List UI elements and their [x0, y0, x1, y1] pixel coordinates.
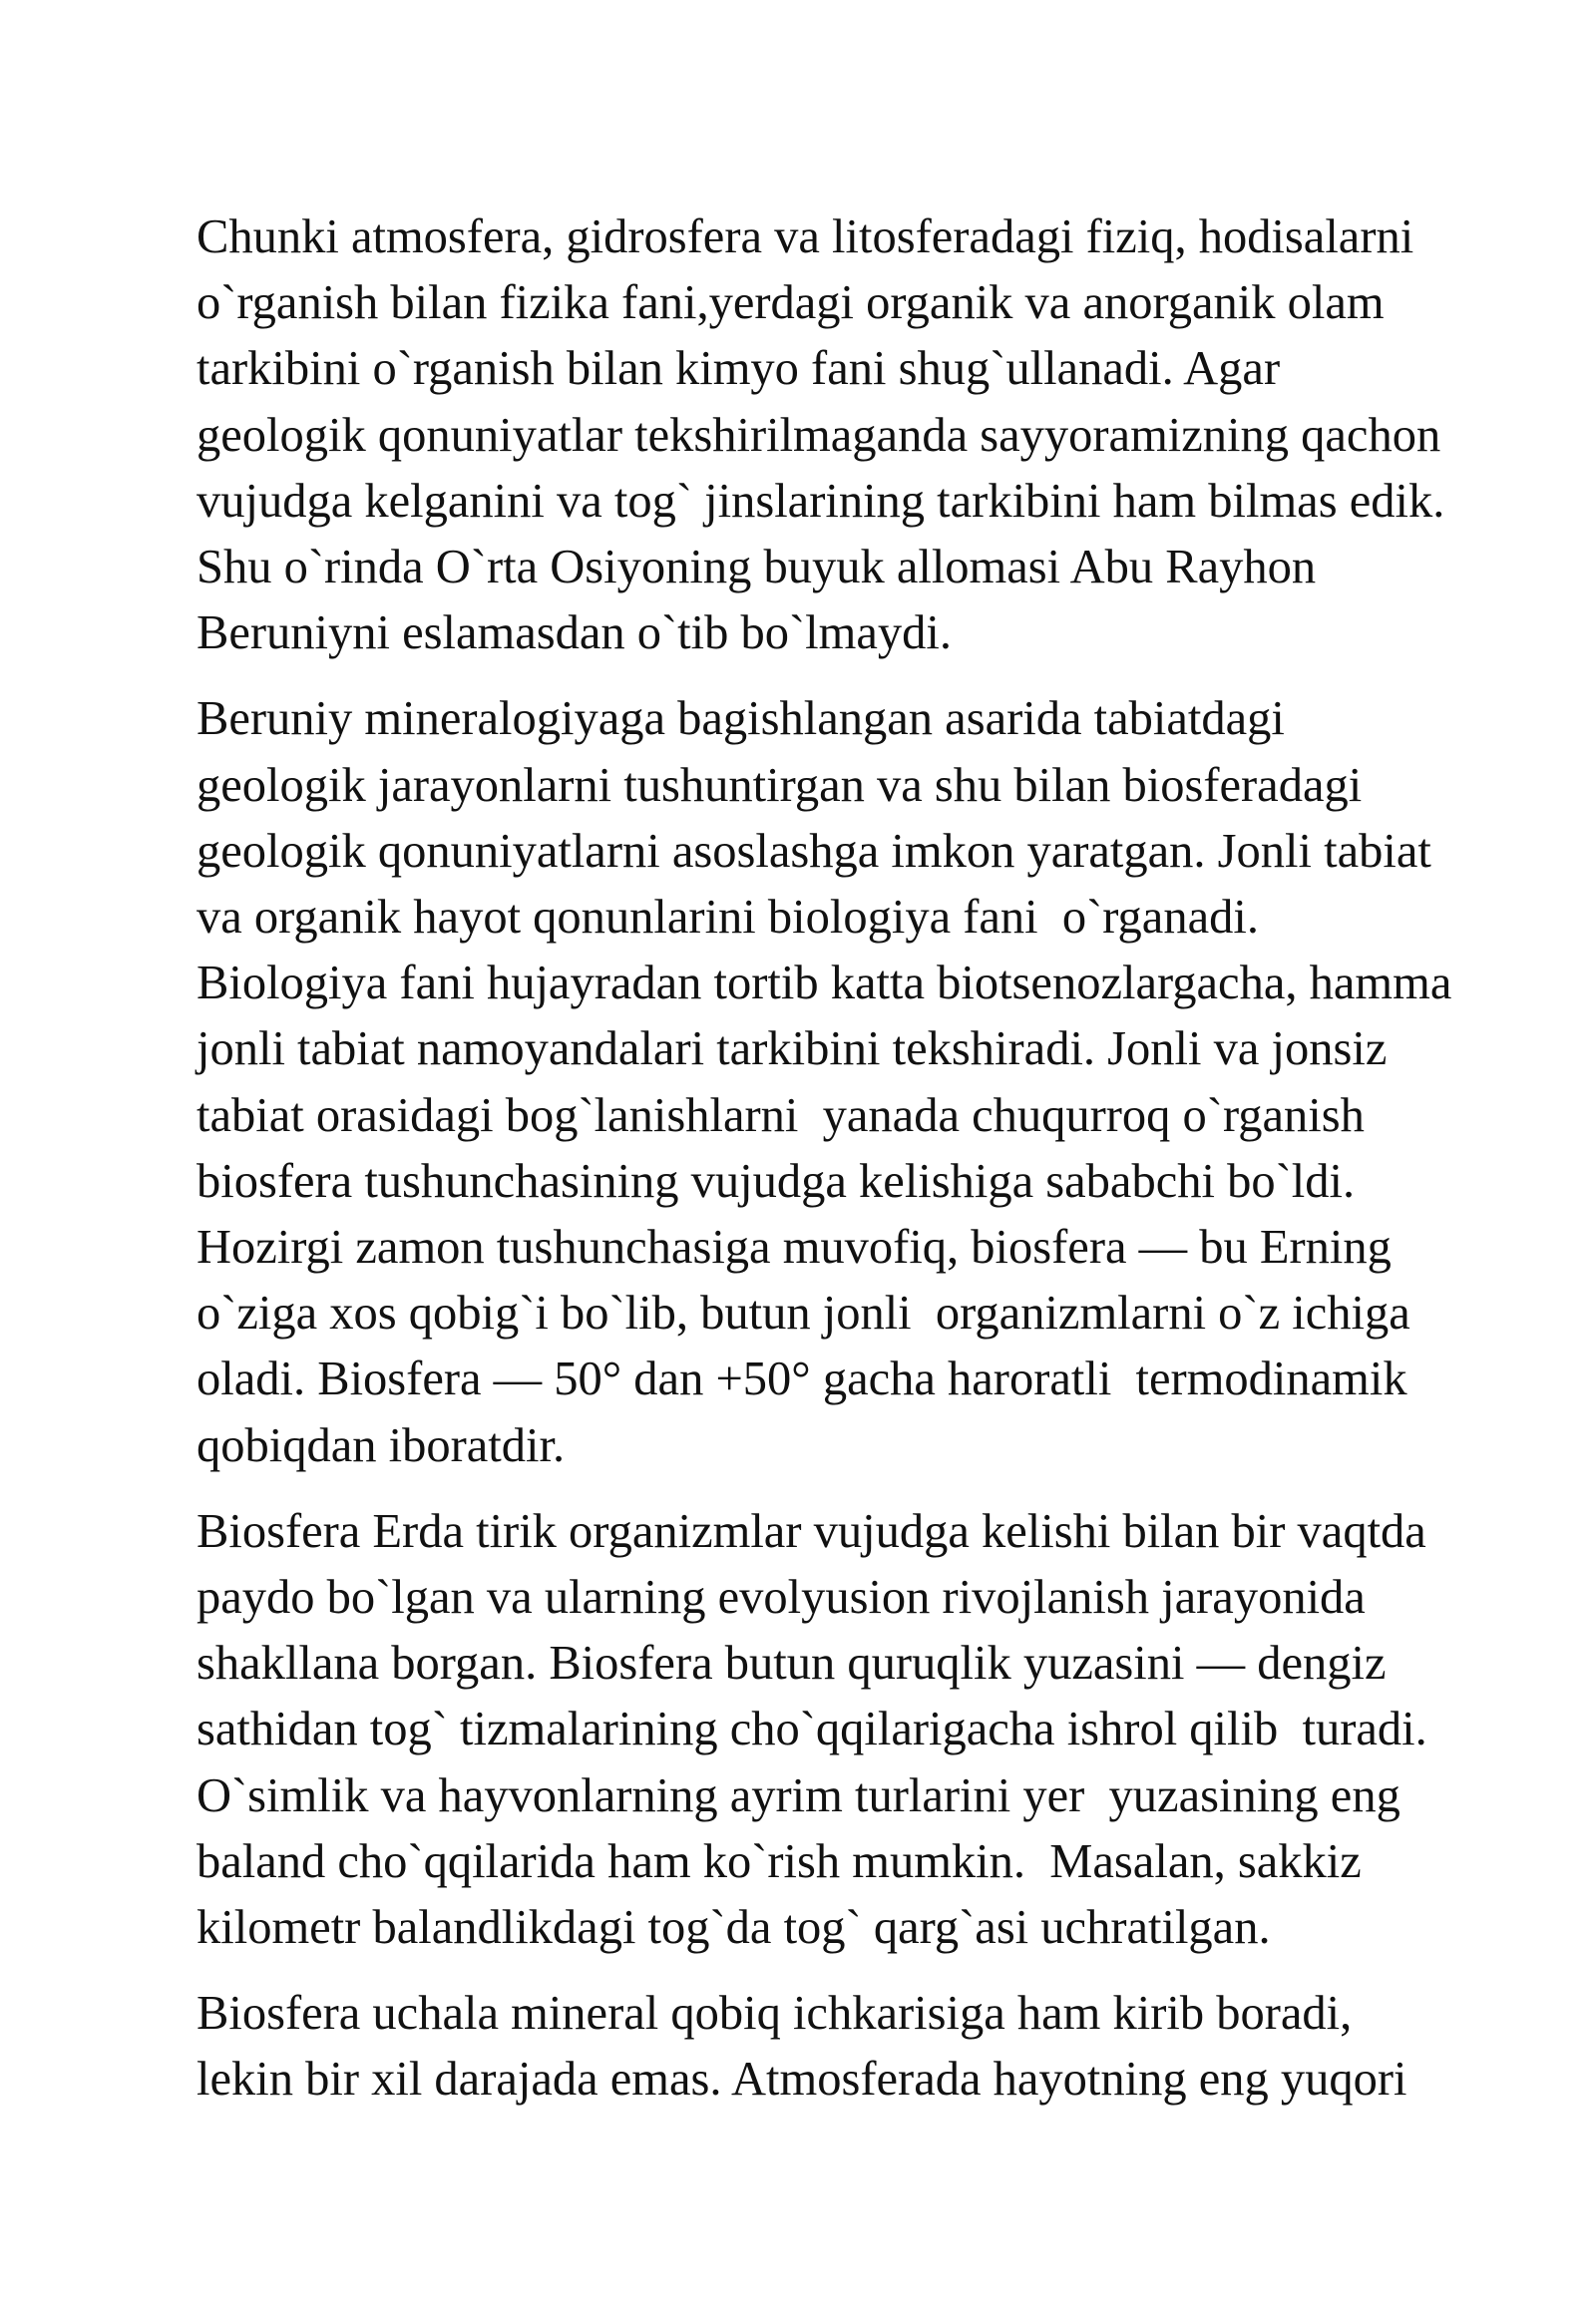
text-line: Shu o`rinda O`rta Osiyoning buyuk allomasi Abu Rayhon [197, 541, 1317, 594]
text-line: lekin bir xil darajada emas. Atmosferada hayotning eng yuqori [197, 2053, 1407, 2107]
text-line: qobiqdan iboratdir. [197, 1418, 566, 1472]
text-line: o`rganish bilan fizika fani,yerdagi organik va anorganik olam [197, 276, 1385, 330]
paragraph-4 [197, 1981, 1593, 2113]
text-line: oladi. Biosfera — 50° dan +50° gacha haroratli termodinamik [197, 1353, 1407, 1406]
text-line: Chunki atmosfera, gidrosfera va litosferadagi fiziq, hodisalarni [197, 210, 1414, 263]
text-line: paydo bo`lgan va ularning evolyusion rivojlanish jarayonida [197, 1571, 1366, 1625]
text-line: Beruniy mineralogiyaga bagishlangan asarida tabiatdagi [197, 692, 1285, 746]
paragraph-2 [197, 686, 1593, 1478]
paragraph-1 [197, 204, 1593, 666]
document-body [197, 204, 1593, 2133]
text-line: sathidan tog` tizmalarining cho`qqilarigacha ishrol qilib turadi. [197, 1703, 1427, 1756]
text-line: geologik qonuniyatlar tekshirilmaganda sayyoramizning qachon [197, 408, 1441, 462]
text-line: Beruniyni eslamasdan o`tib bo`lmaydi. [197, 606, 952, 660]
text-line: tarkibini o`rganish bilan kimyo fani shug`ullanadi. Agar [197, 342, 1281, 396]
text-line: geologik qonuniyatlarni asoslashga imkon yaratgan. Jonli tabiat [197, 824, 1431, 878]
text-line: Biologiya fani hujayradan tortib katta biotsenozlargacha, hamma [197, 957, 1452, 1010]
text-line: vujudga kelganini va tog` jinslarining tarkibini ham bilmas edik. [197, 474, 1445, 528]
text-line: tabiat orasidagi bog`lanishlarni yanada chuqurroq o`rganish [197, 1088, 1365, 1142]
text-line: o`ziga xos qobig`i bo`lib, butun jonli organizmlarni o`z ichiga [197, 1287, 1410, 1341]
text-line: jonli tabiat namoyandalari tarkibini tekshiradi. Jonli va jonsiz [197, 1022, 1388, 1076]
text-line: shakllana borgan. Biosfera butun quruqlik yuzasini — dengiz [197, 1637, 1387, 1691]
text-line: O`simlik va hayvonlarning ayrim turlarini yer yuzasining eng [197, 1768, 1400, 1822]
text-line: biosfera tushunchasining vujudga kelishiga sababchi bo`ldi. [197, 1154, 1356, 1208]
text-line: geologik jarayonlarni tushuntirgan va shu bilan biosferadagi [197, 758, 1363, 812]
paragraph-3 [197, 1499, 1593, 1961]
text-line: Biosfera Erda tirik organizmlar vujudga kelishi bilan bir vaqtda [197, 1504, 1426, 1558]
text-line: kilometr balandlikdagi tog`da tog` qarg`asi uchratilgan. [197, 1901, 1271, 1955]
text-line: Hozirgi zamon tushunchasiga muvofiq, biosfera — bu Erning [197, 1221, 1392, 1275]
text-line: Biosfera uchala mineral qobiq ichkarisiga ham kirib boradi, [197, 1987, 1353, 2041]
text-line: va organik hayot qonunlarini biologiya fani o`rganadi. [197, 891, 1259, 945]
text-line: baland cho`qqilarida ham ko`rish mumkin. Masalan, sakkiz [197, 1834, 1362, 1888]
